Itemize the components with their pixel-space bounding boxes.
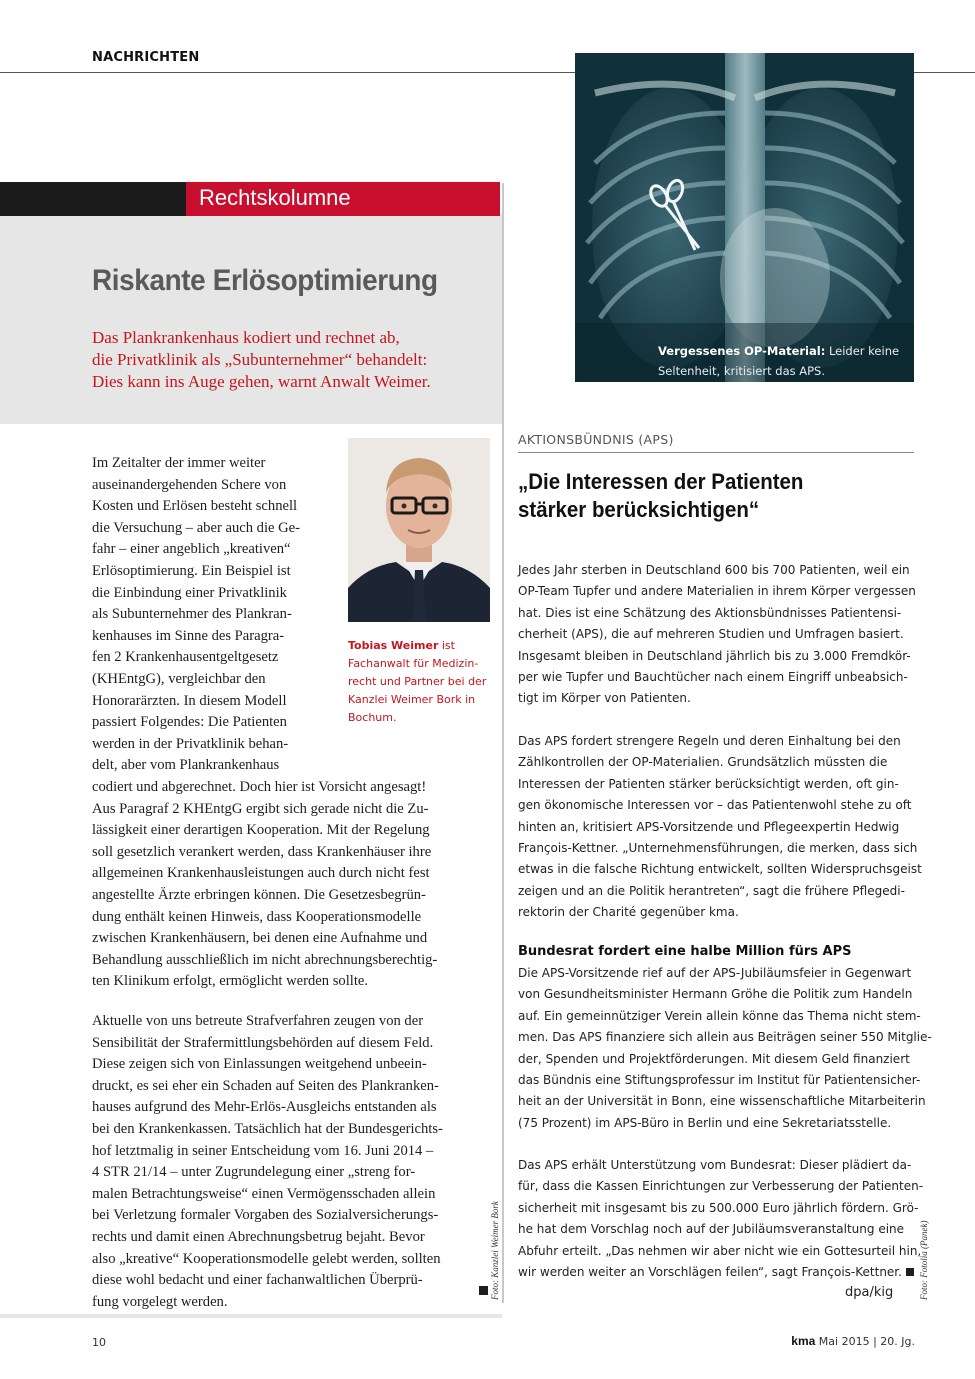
body-line: angestellte Ärzte erbringen können. Die Gesetzesbegrün- xyxy=(92,886,426,903)
author-caption-line: Bochum. xyxy=(348,711,397,724)
body-line: 4 STR 21/14 – unter Zugrundelegung einer „streng for- xyxy=(92,1164,416,1181)
body-line: werden in der Privatklinik behan- xyxy=(92,735,289,752)
issue-info: Mai 2015 | 20. Jg. xyxy=(818,1335,915,1348)
body-line: heit an der Universität in Bonn, eine wissenschaftliche Mitarbeiterin xyxy=(518,1094,926,1109)
body-line: Aktuelle von uns betreute Strafverfahren zeugen von der xyxy=(92,1013,424,1029)
body-line: fen 2 Krankenhausentgeltgesetz xyxy=(92,649,279,666)
body-line: OP-Team Tupfer und andere Materialien in ihrem Körper vergessen xyxy=(518,584,916,599)
body-line: Das APS fordert strengere Regeln und deren Einhaltung bei den xyxy=(518,734,901,748)
body-line: wir werden weiter an Vorschlägen feilen“, sagt François-Kettner. xyxy=(518,1265,902,1280)
body-line: sicherheit mit insgesamt bis zu 500.000 Euro jährlich fördern. Grö- xyxy=(518,1200,919,1215)
body-line: zwischen Krankenhäusern, bei denen eine Aufnahme und xyxy=(92,930,428,947)
article-paragraph-4 xyxy=(518,1155,923,1283)
deck-line: Dies kann ins Auge gehen, warnt Anwalt Weimer. xyxy=(92,372,431,391)
body-line: hat. Dies ist eine Schätzung des Aktionsbündnisses Patientensi- xyxy=(518,605,902,620)
body-line: Abfuhr erteilt. „Das nehmen wir aber nicht wie ein Gottesurteil hin, xyxy=(518,1243,922,1258)
body-line: gen ökonomische Interessen vor – das Patientenwohl stehe zu oft xyxy=(518,798,912,813)
body-line: Diese zeigen sich von Einlassungen weitgehend unbeein- xyxy=(92,1056,427,1073)
body-line: tigt im Körper von Patienten. xyxy=(518,691,691,706)
body-line: cherheit (APS), die auf mehreren Studien und Umfragen basiert. xyxy=(518,627,904,642)
column-body-wide-2 xyxy=(92,1011,443,1313)
column-headline: Riskante Erlösoptimierung xyxy=(92,264,438,297)
article-paragraph-1 xyxy=(518,560,916,710)
article-end-mark xyxy=(906,1268,914,1276)
author-caption-line: recht und Partner bei der xyxy=(348,675,487,688)
body-line: Kosten und Erlösen besteht schnell xyxy=(92,498,298,515)
footer-masthead xyxy=(791,1334,915,1348)
body-line: bei Verletzung formaler Vorgaben des Sozialversicherungs- xyxy=(92,1207,439,1224)
body-line: als Subunternehmer des Plankran- xyxy=(92,606,292,623)
body-line: allgemeinen Krankenhausleistungen auch durch nicht fest xyxy=(92,865,430,882)
deck-line: Das Plankrankenhaus kodiert und rechnet ab, xyxy=(92,328,400,347)
image-caption xyxy=(658,341,908,381)
magazine-logo: kma xyxy=(791,1334,816,1348)
body-line: diese wohl bedacht und einer fachanwaltlichen Überprü- xyxy=(92,1272,423,1289)
body-line: Insgesamt bleiben in Deutschland jährlich bis zu 3.000 Fremdkör- xyxy=(518,648,911,663)
banner-black-block xyxy=(0,182,186,216)
body-line: (KHEntgG), vergleichbar den xyxy=(92,670,266,687)
body-line: soll gesetzlich verankert werden, dass Krankenhäuser ihre xyxy=(92,843,432,860)
author-portrait-illustration xyxy=(348,438,490,622)
body-line: rektorin der Charité gegenüber kma. xyxy=(518,905,739,920)
body-line: Sensibilität der Strafermittlungsbehörden auf diesem Feld. xyxy=(92,1034,434,1051)
body-line: Jedes Jahr sterben in Deutschland 600 bis 700 Patienten, weil ein xyxy=(518,563,910,577)
body-line: Im Zeitalter der immer weiter xyxy=(92,455,266,471)
body-line: also „kreative“ Kooperationsmodelle gelebt werden, sollten xyxy=(92,1250,441,1267)
author-caption xyxy=(348,637,498,727)
body-line: von Gesundheitsminister Hermann Gröhe die Politik zum Handeln xyxy=(518,987,913,1002)
chest-xray-illustration xyxy=(575,53,914,382)
body-line: etwas in die falsche Richtung entwickelt, sollten Widerspruchsgeist xyxy=(518,862,922,877)
body-line: fahr – einer angeblich „kreativen“ xyxy=(92,541,291,558)
body-line: für, dass die Kassen Einrichtungen zur Verbesserung der Patienten- xyxy=(518,1179,924,1194)
body-line: auf. Ein gemeinnütziger Verein allein könne das Thema nicht stem- xyxy=(518,1008,921,1023)
body-line: der, Spenden und Projektförderungen. Mit diesem Geld finanziert xyxy=(518,1051,910,1066)
author-caption-line: Fachanwalt für Medizin- xyxy=(348,657,479,670)
body-line: dung enthält keinen Hinweis, dass Kooperationsmodelle xyxy=(92,908,422,925)
section-label: NACHRICHTEN xyxy=(92,50,200,65)
column-deck xyxy=(92,327,502,393)
body-line: kenhauses im Sinne des Paragra- xyxy=(92,627,285,644)
image-caption-line: Seltenheit, kritisiert das APS. xyxy=(658,364,826,378)
article-headline xyxy=(518,468,890,524)
body-line: hinten an, kritisiert APS-Vorsitzende und Pflegeexpertin Hedwig xyxy=(518,819,900,834)
page-number: 10 xyxy=(92,1336,106,1349)
body-line: Zählkontrollen der OP-Materialien. Grundsätzlich müssten die xyxy=(518,755,888,770)
deck-line: die Privatklinik als „Subunternehmer“ behandelt: xyxy=(92,350,428,369)
portrait-photo-credit: Foto: Kanzlei Weimer Bork xyxy=(490,1201,500,1300)
body-line: lässigkeit einer derartigen Kooperation. Mit der Regelung xyxy=(92,822,430,839)
article-paragraph-2 xyxy=(518,731,922,924)
body-line: Aus Paragraf 2 KHEntgG ergibt sich gerade nicht die Zu- xyxy=(92,800,429,817)
kicker-rule xyxy=(518,452,914,453)
body-line: die Einbindung einer Privatklinik xyxy=(92,584,287,601)
article-subhead: Bundesrat fordert eine halbe Million fürs APS xyxy=(518,944,852,959)
image-caption-text: Leider keine xyxy=(825,344,900,358)
xray-image xyxy=(575,53,914,382)
body-line: passiert Folgendes: Die Patienten xyxy=(92,714,287,731)
author-portrait xyxy=(348,438,490,622)
xray-photo-credit: Foto: Fotolia (Panek) xyxy=(919,1220,929,1300)
body-line: zeigen und an die Politik herantreten“, sagt die frühere Pflegedi- xyxy=(518,883,905,898)
headline-line: stärker berücksichtigen“ xyxy=(518,497,760,522)
column-body-narrow xyxy=(92,453,300,777)
body-line: per wie Tupfer und Bauchtücher nach einem Eingriff unbeabsich- xyxy=(518,670,908,685)
body-line: malen Betrachtungsweise“ einen Vermögensschaden allein xyxy=(92,1185,436,1202)
author-name: Tobias Weimer xyxy=(348,639,439,652)
body-line: Das APS erhält Unterstützung vom Bundesrat: Dieser plädiert da- xyxy=(518,1158,912,1172)
body-line: Die APS-Vorsitzende rief auf der APS-Jubiläumsfeier in Gegenwart xyxy=(518,966,912,980)
body-line: bei den Krankenkassen. Tatsächlich hat der Bundesgerichts- xyxy=(92,1120,443,1137)
body-line: hauses aufgrund des Mehr-Erlös-Ausgleichs entstanden als xyxy=(92,1099,437,1116)
body-line: die Versuchung – aber auch die Ge- xyxy=(92,519,301,536)
body-line: rechts und damit einen Abrechnungsbetrug bejaht. Bevor xyxy=(92,1228,425,1245)
column-end-mark xyxy=(479,1286,488,1295)
column-body-wide-1 xyxy=(92,777,437,993)
body-line: ten Klinikum erfolgt, ermöglicht werden sollte. xyxy=(92,973,368,990)
image-caption-lead: Vergessenes OP-Material: xyxy=(658,344,826,358)
body-line: Behandlung ausschließlich im nicht abrechnungsberechtig- xyxy=(92,951,438,968)
author-caption-line: Kanzlei Weimer Bork in xyxy=(348,693,476,706)
body-line: hof letztmalig in seiner Entscheidung vom 16. Juni 2014 – xyxy=(92,1142,434,1159)
body-line: delt, aber vom Plankrankenhaus xyxy=(92,757,280,774)
body-line: Honorarärzten. In diesem Modell xyxy=(92,692,287,709)
body-line: Erlösoptimierung. Ein Beispiel ist xyxy=(92,562,291,579)
body-line: Interessen der Patienten stärker berücksichtigt werden, oft gin- xyxy=(518,776,899,791)
article-paragraph-3 xyxy=(518,963,932,1134)
body-line: he hat dem Vorschlag noch auf der Jubiläumsveranstaltung eine xyxy=(518,1222,905,1237)
body-line: fung vorgelegt werden. xyxy=(92,1293,228,1310)
article-kicker: AKTIONSBÜNDNIS (APS) xyxy=(518,432,674,447)
body-line: druckt, es sei eher ein Schaden auf Seiten des Plankranken- xyxy=(92,1077,439,1094)
headline-line: „Die Interessen der Patienten xyxy=(518,469,804,494)
body-line: das Bündnis eine Stiftungsprofessur im Institut für Patientensicher- xyxy=(518,1073,921,1088)
column-divider xyxy=(502,183,504,1303)
body-line: auseinandergehenden Schere von xyxy=(92,476,287,493)
article-byline: dpa/kig xyxy=(845,1285,894,1300)
column-banner: Rechtskolumne xyxy=(186,182,500,216)
body-line: (75 Prozent) im APS-Büro in Berlin und eine Sekretariatsstelle. xyxy=(518,1115,892,1130)
body-line: François-Kettner. „Unternehmensführungen, die merken, dass sich xyxy=(518,841,918,856)
body-line: codiert und abgerechnet. Doch hier ist Vorsicht angesagt! xyxy=(92,779,427,795)
author-caption-suffix: ist xyxy=(438,639,455,652)
body-line: men. Das APS finanziere sich allein aus Beiträgen seiner 550 Mitglie- xyxy=(518,1030,932,1045)
